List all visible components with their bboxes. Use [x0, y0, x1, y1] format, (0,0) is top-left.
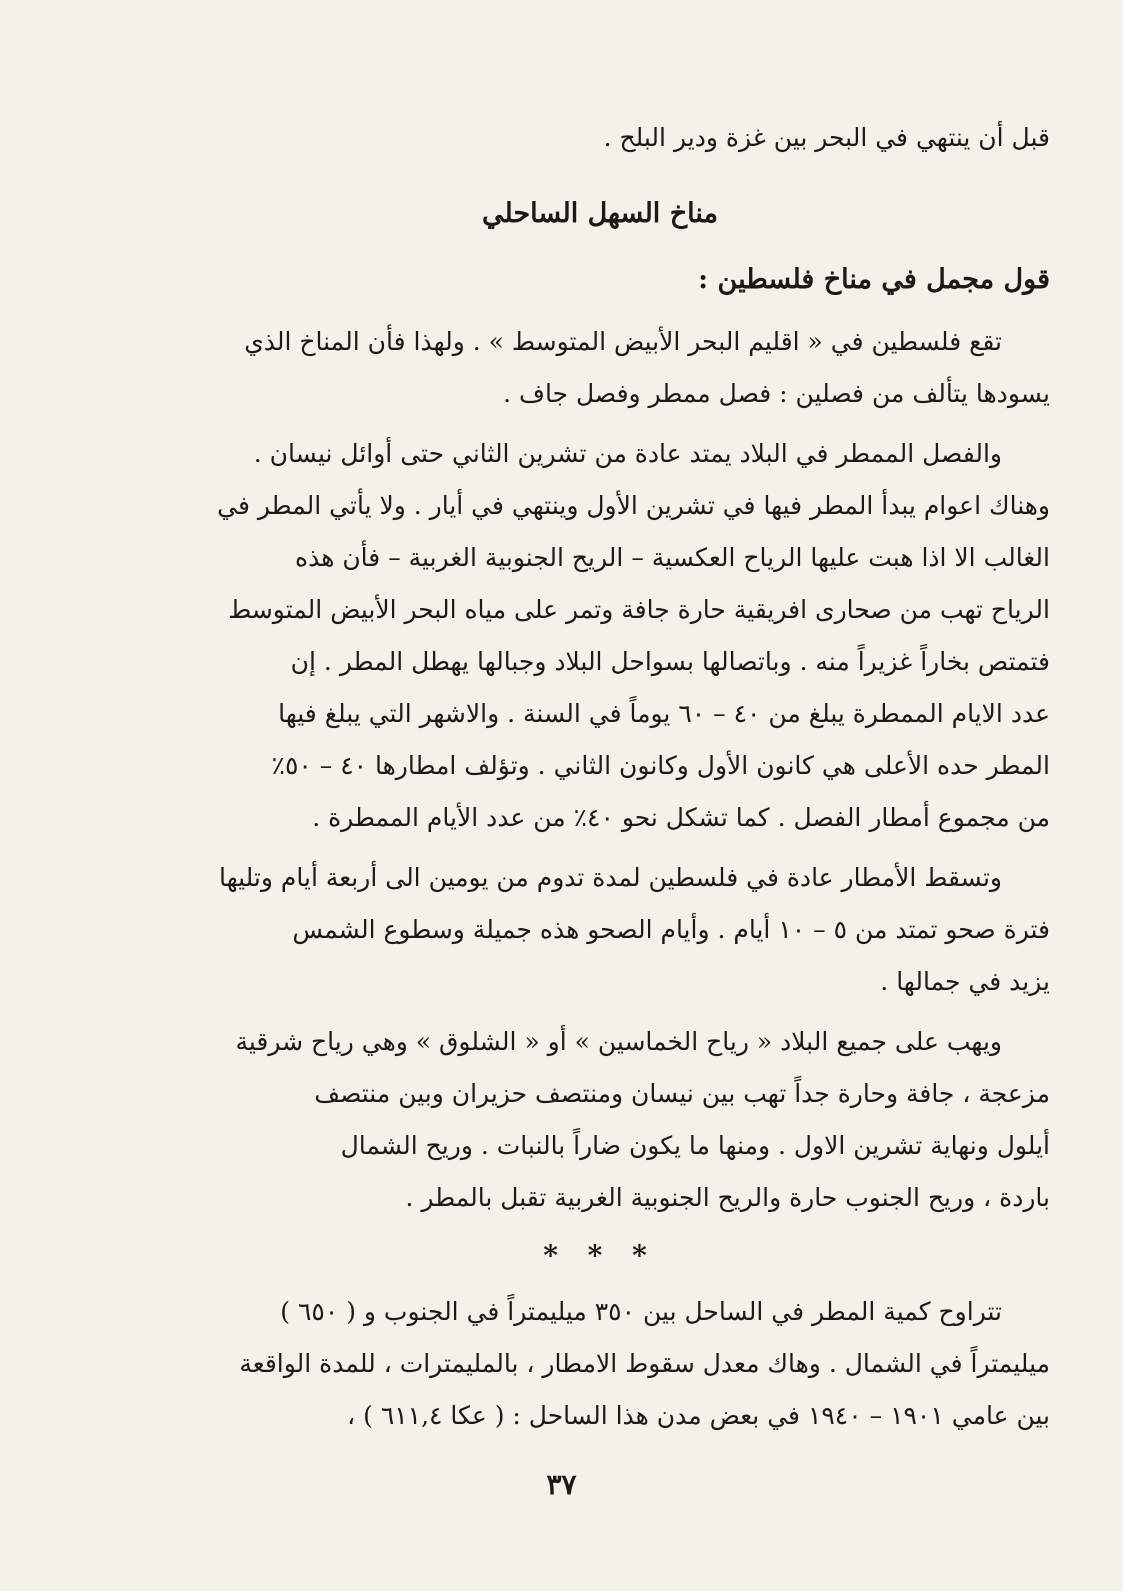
paragraph-line: الغالب الا اذا هبت عليها الرياح العكسية – الريح الجنوبية الغربية – فأن هذه: [294, 543, 1050, 572]
paragraph-2: [150, 428, 1050, 844]
paragraph-line: من مجموع أمطار الفصل . كما تشكل نحو ٤٠٪ من عدد الأيام الممطرة .: [312, 803, 1050, 832]
paragraph-line: المطر حده الأعلى هي كانون الأول وكانون الثاني . وتؤلف امطارها ٤٠ – ٥٠٪: [271, 751, 1050, 780]
section-separator: * * *: [543, 1239, 657, 1272]
paragraph-1: [150, 316, 1050, 420]
paragraph-line: والفصل الممطر في البلاد يمتد عادة من تشرين الثاني حتى أوائل نيسان .: [253, 439, 1002, 468]
paragraph-line: الرياح تهب من صحارى افريقية حارة جافة وتمر على مياه البحر الأبيض المتوسط: [228, 595, 1050, 624]
opening-line: قبل أن ينتهي في البحر بين غزة ودير البلح .: [603, 123, 1050, 152]
paragraph-line: تقع فلسطين في « اقليم البحر الأبيض المتوسط » . ولهذا فأن المناخ الذي: [244, 327, 1002, 356]
paragraph-line: وتسقط الأمطار عادة في فلسطين لمدة تدوم من يومين الى أربعة أيام وتليها: [218, 863, 1002, 892]
paragraph-line: باردة ، وريح الجنوب حارة والريح الجنوبية الغربية تقبل بالمطر .: [405, 1183, 1050, 1212]
paragraph-line: يزيد في جمالها .: [880, 967, 1050, 996]
final-paragraph: [150, 1286, 1050, 1442]
paragraph-line: تتراوح كمية المطر في الساحل بين ٣٥٠ ميليمتراً في الجنوب و ( ٦٥٠ ): [280, 1297, 1002, 1326]
paragraph-4: [150, 1016, 1050, 1224]
paragraph-line: عدد الايام الممطرة يبلغ من ٤٠ – ٦٠ يوماً في السنة . والاشهر التي يبلغ فيها: [278, 699, 1050, 728]
paragraph-line: فتمتص بخاراً غزيراً منه . وباتصالها بسواحل البلاد وجبالها يهطل المطر . إن: [290, 647, 1050, 676]
paragraph-line: وهناك اعوام يبدأ المطر فيها في تشرين الأول وينتهي في أيار . ولا يأتي المطر في: [217, 491, 1050, 520]
section-title: مناخ السهل الساحلي: [482, 198, 718, 229]
paragraph-line: مزعجة ، جافة وحارة جداً تهب بين نيسان ومنتصف حزيران وبين منتصف: [314, 1079, 1050, 1108]
page-body: [150, 112, 1050, 1450]
paragraph-3: [150, 852, 1050, 1008]
subsection-title: قول مجمل في مناخ فلسطين :: [698, 264, 1050, 295]
paragraph-line: أيلول ونهاية تشرين الاول . ومنها ما يكون ضاراً بالنبات . وريح الشمال: [340, 1131, 1050, 1160]
paragraph-line: يسودها يتألف من فصلين : فصل ممطر وفصل جاف .: [503, 379, 1050, 408]
paragraph-line: بين عامي ١٩٠١ – ١٩٤٠ في بعض مدن هذا الساحل : ( عكا ٦١١,٤ ) ،: [347, 1401, 1050, 1430]
paragraph-line: ميليمتراً في الشمال . وهاك معدل سقوط الامطار ، بالمليمترات ، للمدة الواقعة: [239, 1349, 1050, 1378]
paragraph-line: فترة صحو تمتد من ٥ – ١٠ أيام . وأيام الصحو هذه جميلة وسطوع الشمس: [292, 915, 1050, 944]
page-number: ٣٧: [546, 1468, 577, 1501]
paragraph-line: ويهب على جميع البلاد « رياح الخماسين » أو « الشلوق » وهي رياح شرقية: [235, 1027, 1002, 1056]
